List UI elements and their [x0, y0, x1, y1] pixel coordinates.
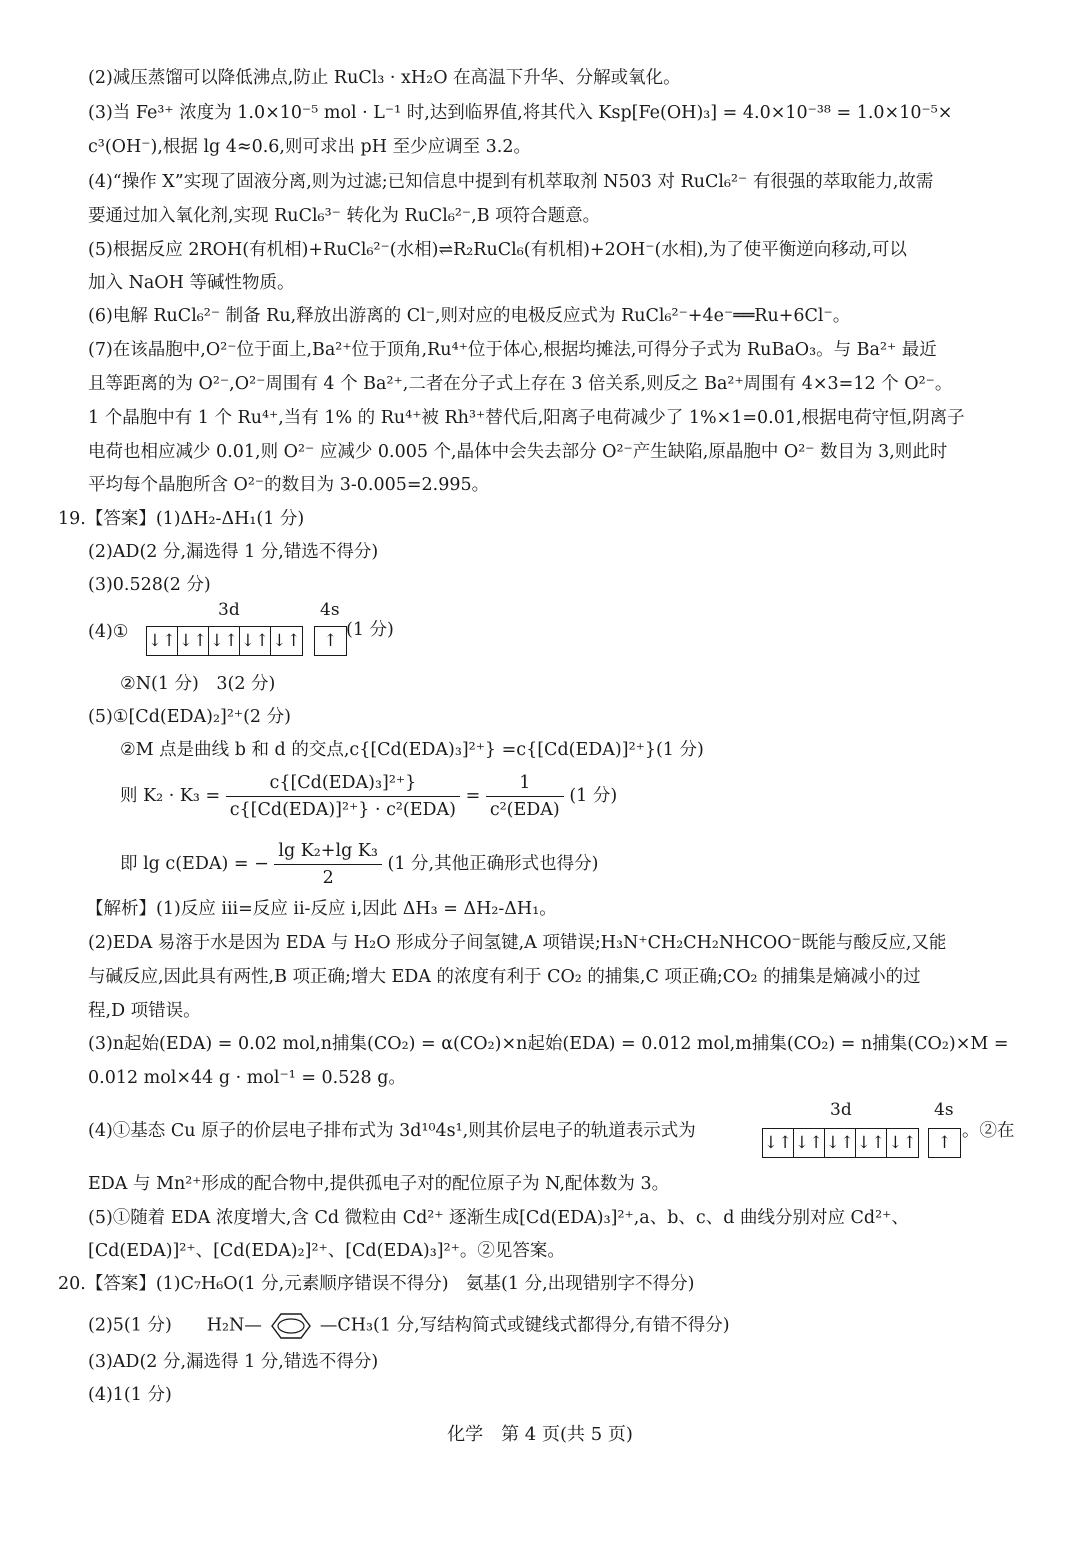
k-numerator: c{[Cd(EDA)₃]²⁺} [269, 773, 417, 793]
lg-fraction [274, 838, 382, 891]
orbital-3d-boxes [762, 1128, 919, 1158]
text-line: (1 分) [346, 620, 394, 640]
orbital-diagram-analysis [762, 1100, 962, 1162]
orbital-box: ↓↑ [272, 631, 301, 651]
text-line: c³(OH⁻),根据 lg 4≈0.6,则可求出 pH 至少应调至 3.2。 [88, 137, 531, 157]
text-line: (5)①随着 EDA 浓度增大,含 Cd 微粒由 Cd²⁺ 逐渐生成[Cd(EDA)₃]²⁺,a、b、c、d 曲线分别对应 Cd²⁺、 [88, 1208, 909, 1228]
orbital-label-4s: 4s [320, 600, 340, 620]
benzene-ring-icon [262, 1311, 320, 1341]
text-line: (4)1(1 分) [88, 1385, 172, 1405]
k-fraction-2 [486, 770, 564, 823]
text-line: (3)当 Fe³⁺ 浓度为 1.0×10⁻⁵ mol · L⁻¹ 时,达到临界值,将其代入 Ksp[Fe(OH)₃] = 4.0×10⁻³⁸ = 1.0×10⁻⁵× [88, 103, 953, 123]
orbital-box: ↓↑ [178, 627, 209, 655]
lg-formula-prefix: 即 lg c(EDA) = − [120, 854, 269, 874]
orbital-box: ↓↑ [825, 1129, 856, 1157]
orbital-box: ↓↑ [209, 627, 240, 655]
text-line: (3)AD(2 分,漏选得 1 分,错选不得分) [88, 1352, 379, 1372]
text-line: 电荷也相应减少 0.01,则 O²⁻ 应减少 0.005 个,晶体中会失去部分 O²⁻产生缺陷,原晶胞中 O²⁻ 数目为 3,则此时 [88, 442, 948, 462]
analysis-line: 【解析】(1)反应 iii=反应 ii-反应 i,因此 ΔH₃ = ΔH₂-ΔH₁。 [86, 899, 557, 919]
text-line: (5)①[Cd(EDA)₂]²⁺(2 分) [88, 707, 291, 727]
orbital-3d-boxes [146, 626, 303, 656]
question-20-answer: 20.【答案】(1)C₇H₆O(1 分,元素顺序错误不得分) 氨基(1 分,出现错别字不得分) [58, 1274, 695, 1294]
text-line: 加入 NaOH 等碱性物质。 [88, 273, 295, 293]
text-line: (4)①基态 Cu 原子的价层电子排布式为 3d¹⁰4s¹,则其价层电子的轨道表示式为 [88, 1121, 696, 1141]
orbital-label-3d: 3d [218, 600, 240, 620]
orbital-label-4s: 4s [934, 1100, 954, 1120]
text-line: 0.012 mol×44 g · mol⁻¹ = 0.528 g。 [88, 1068, 406, 1088]
text-line: (2)AD(2 分,漏选得 1 分,错选不得分) [88, 542, 379, 562]
text-line: 要通过加入氧化剂,实现 RuCl₆³⁻ 转化为 RuCl₆²⁻,B 项符合题意。 [88, 206, 601, 226]
text-line: (4)“操作 X”实现了固液分离,则为过滤;已知信息中提到有机萃取剂 N503 对 RuCl₆²⁻ 有很强的萃取能力,故需 [88, 172, 934, 192]
orbital-box: ↓↑ [856, 1129, 887, 1157]
text-line: (7)在该晶胞中,O²⁻位于面上,Ba²⁺位于顶角,Ru⁴⁺位于体心,根据均摊法,可得分子式为 RuBaO₃。与 Ba²⁺ 最近 [88, 340, 937, 360]
k-formula [120, 770, 617, 823]
orbital-box: ↓↑ [794, 1129, 825, 1157]
text-line: EDA 与 Mn²⁺形成的配合物中,提供孤电子对的配位原子为 N,配体数为 3。 [88, 1174, 670, 1194]
orbital-box: ↑ [323, 631, 338, 651]
text-line: 与碱反应,因此具有两性,B 项正确;增大 EDA 的浓度有利于 CO₂ 的捕集,C 项正确;CO₂ 的捕集是熵减小的过 [88, 967, 921, 987]
text-line: ②M 点是曲线 b 和 d 的交点,c{[Cd(EDA)₃]²⁺} =c{[Cd(EDA)]²⁺}(1 分) [120, 740, 704, 760]
text-line: 。②在 [962, 1121, 1015, 1141]
text-segment: (2)5(1 分) H₂N— [88, 1315, 262, 1336]
k-equals: = [465, 786, 481, 806]
lg-score: (1 分,其他正确形式也得分) [387, 854, 599, 874]
text-line: 且等距离的为 O²⁻,O²⁻周围有 4 个 Ba²⁺,二者在分子式上存在 3 倍关系,则反之 Ba²⁺周围有 4×3=12 个 O²⁻。 [88, 374, 953, 394]
k-formula-prefix: 则 K₂ · K₃ = [120, 786, 221, 806]
k-score: (1 分) [569, 786, 618, 806]
orbital-box: ↓↑ [147, 627, 178, 655]
lg-numerator: lg K₂+lg K₃ [278, 841, 378, 861]
text-line: (4)① [88, 622, 129, 642]
text-line: 平均每个晶胞所含 O²⁻的数目为 3-0.005=2.995。 [88, 475, 490, 495]
orbital-4s-boxes [928, 1128, 961, 1158]
k-numerator-2: 1 [519, 773, 531, 793]
question-19-answer: 19.【答案】(1)ΔH₂-ΔH₁(1 分) [58, 509, 305, 529]
text-line: (6)电解 RuCl₆²⁻ 制备 Ru,释放出游离的 Cl⁻,则对应的电极反应式为 RuCl₆²⁻+4e⁻══Ru+6Cl⁻。 [88, 306, 851, 326]
text-segment: —CH₃(1 分,写结构简式或键线式都得分,有错不得分) [319, 1315, 730, 1336]
text-line: ②N(1 分) 3(2 分) [120, 674, 276, 694]
orbital-box: ↓↑ [888, 1133, 917, 1153]
text-line: [Cd(EDA)]²⁺、[Cd(EDA)₂]²⁺、[Cd(EDA)₃]²⁺。②见答案。 [88, 1241, 565, 1261]
text-line: (3)n起始(EDA) = 0.02 mol,n捕集(CO₂) = α(CO₂)×n起始(EDA) = 0.012 mol,m捕集(CO₂) = n捕集(CO₂)×M = [88, 1034, 1009, 1054]
text-line: 程,D 项错误。 [88, 1001, 201, 1021]
lg-formula [120, 838, 598, 891]
k-denominator-2: c²(EDA) [486, 796, 564, 823]
k-fraction [226, 770, 460, 823]
lg-denominator: 2 [274, 864, 382, 891]
orbital-4s-boxes [314, 626, 347, 656]
text-line: (3)0.528(2 分) [88, 575, 211, 595]
text-line: 1 个晶胞中有 1 个 Ru⁴⁺,当有 1% 的 Ru⁴⁺被 Rh³⁺替代后,阳离子电荷减少了 1%×1=0.01,根据电荷守恒,阴离子 [88, 408, 965, 428]
orbital-box: ↓↑ [763, 1129, 794, 1157]
orbital-box: ↑ [937, 1133, 952, 1153]
text-line: (2)EDA 易溶于水是因为 EDA 与 H₂O 形成分子间氢键,A 项错误;H₃N⁺CH₂CH₂NHCOO⁻既能与酸反应,又能 [88, 933, 947, 953]
text-line [88, 1311, 730, 1341]
orbital-box: ↓↑ [240, 627, 271, 655]
page-footer: 化学 第 4 页(共 5 页) [447, 1424, 633, 1445]
k-denominator: c{[Cd(EDA)]²⁺} · c²(EDA) [226, 796, 460, 823]
text-line: (2)减压蒸馏可以降低沸点,防止 RuCl₃ · xH₂O 在高温下升华、分解或氧化。 [88, 68, 681, 88]
orbital-label-3d: 3d [830, 1100, 852, 1120]
text-line: (5)根据反应 2ROH(有机相)+RuCl₆²⁻(水相)⇌R₂RuCl₆(有机相)+2OH⁻(水相),为了使平衡逆向移动,可以 [88, 240, 907, 260]
